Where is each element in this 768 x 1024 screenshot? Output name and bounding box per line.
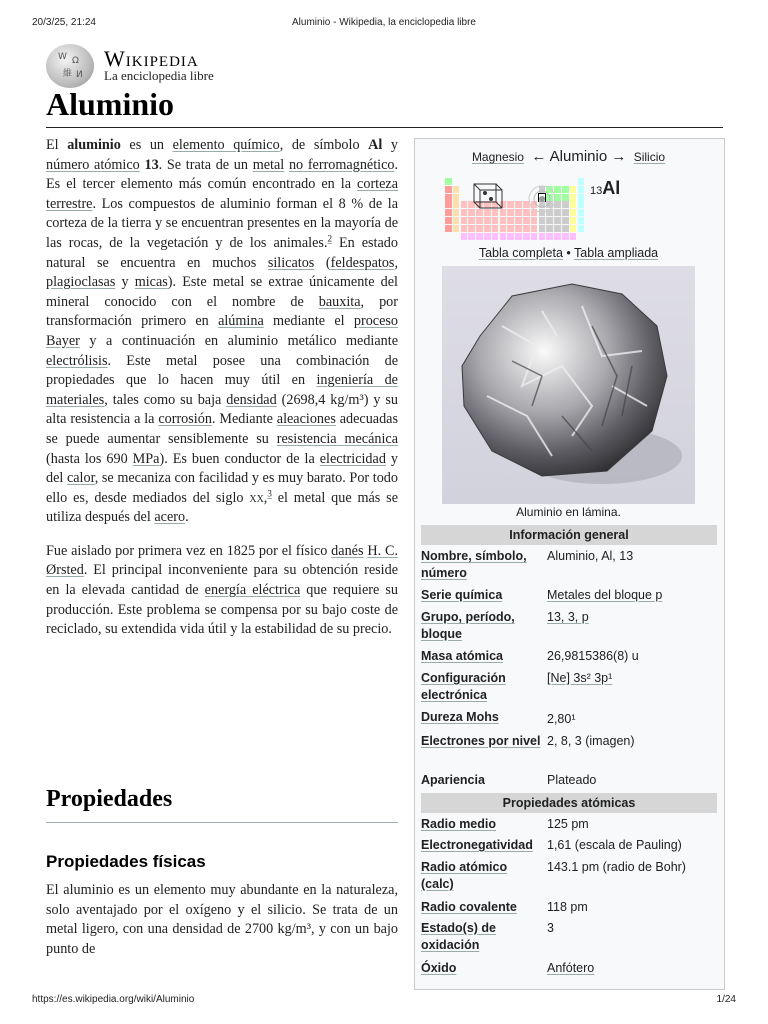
periodic-table-cell [578,178,585,185]
page-title: Aluminio [46,86,175,122]
periodic-table-cell [468,233,475,240]
periodic-table-cell [578,194,585,201]
periodic-table-cell [531,225,538,232]
table-links: Tabla completa • Tabla ampliada [478,246,659,260]
periodic-table-cell [578,186,585,193]
periodic-table-cell [453,225,460,232]
periodic-table-cell [484,233,491,240]
periodic-table-cell [531,233,538,240]
periodic-table-cell [453,201,460,208]
infobox-section-general: Información general [421,525,717,545]
wikipedia-globe-logo[interactable]: W Ω 維 И [46,44,94,88]
periodic-table-cell [492,217,499,224]
periodic-table-cell [546,217,553,224]
periodic-table-cell [492,233,499,240]
periodic-table-cell [500,225,507,232]
periodic-table-cell [578,225,585,232]
periodic-table-cell [476,225,483,232]
periodic-table-cell [515,201,522,208]
periodic-table-cell [445,194,452,201]
periodic-table-cell [507,209,514,216]
infobox-section-atomic: Propiedades atómicas [421,793,717,813]
periodic-table-cell [562,194,569,201]
periodic-table-cell [445,225,452,232]
print-datetime: 20/3/25, 21:24 [32,17,96,28]
periodic-table-cell [570,233,577,240]
periodic-table-cell [539,217,546,224]
periodic-table-cell [562,186,569,193]
periodic-table-cell [570,217,577,224]
periodic-table-cell [507,201,514,208]
wikipedia-wordmark[interactable]: Wikipedia [104,46,199,71]
paragraph-3: El aluminio es un elemento muy abundante en la naturaleza, solo aventajado por el oxígeno y el silicio. Se trata de un metal ligero, con una densidad de 2700 kg/m³, y con un bajo punto de [46,882,398,957]
periodic-table-cell [570,186,577,193]
periodic-table-cell [461,217,468,224]
periodic-table-cell [539,225,546,232]
periodic-table-cell [484,217,491,224]
periodic-table-cell [570,201,577,208]
periodic-table-cell [468,225,475,232]
periodic-table-cell [507,233,514,240]
periodic-table-cell [578,217,585,224]
periodic-table-cell [445,217,452,224]
periodic-table-cell [554,233,561,240]
periodic-table-cell [523,233,530,240]
periodic-table-cell [461,201,468,208]
periodic-table-cell [546,233,553,240]
element-navigation [414,148,723,165]
periodic-table-cell [515,225,522,232]
periodic-table-cell [570,225,577,232]
element-symbol-label: 13Al [590,178,621,198]
periodic-table-cell [578,201,585,208]
periodic-table-cell [445,201,452,208]
periodic-table-cell [476,217,483,224]
periodic-table-cell [539,233,546,240]
periodic-table-cell [461,209,468,216]
periodic-table-cell [562,201,569,208]
periodic-table-cell [453,186,460,193]
periodic-table-cell [554,217,561,224]
aluminium-foil-photo[interactable] [442,266,695,504]
periodic-table-cell [562,217,569,224]
electron-shell-icon [522,182,562,216]
periodic-table-cell [578,209,585,216]
periodic-table-cell [562,233,569,240]
nav-current: ← Aluminio → [531,148,627,165]
periodic-table-cell [515,209,522,216]
periodic-table-cell [453,217,460,224]
periodic-table-cell [507,217,514,224]
periodic-table-cell [515,233,522,240]
periodic-table-cell [445,186,452,193]
title-underline [46,127,723,128]
wikipedia-tagline: La enciclopedia libre [104,68,214,83]
periodic-table-cell [500,233,507,240]
section-heading-propiedades: Propiedades [46,786,173,812]
periodic-table-cell [484,225,491,232]
periodic-table-cell [570,194,577,201]
periodic-table-cell [570,209,577,216]
nav-next-link[interactable]: Silicio [633,150,666,164]
periodic-table-cell [468,217,475,224]
print-url[interactable]: https://es.wikipedia.org/wiki/Aluminio [32,994,195,1005]
periodic-table-cell [453,194,460,201]
periodic-table-cell [492,225,499,232]
periodic-table-cell [515,217,522,224]
table-extended-link[interactable]: Tabla ampliada [574,246,659,260]
table-full-link[interactable]: Tabla completa [478,246,563,260]
periodic-table-cell [507,225,514,232]
periodic-table-cell [445,178,452,185]
periodic-table-cell [461,225,468,232]
section-underline [46,822,398,823]
periodic-table-cell [461,233,468,240]
periodic-table-cell [562,209,569,216]
periodic-table-cell [453,209,460,216]
lead-paragraph: El aluminio es un elemento químico, de símbolo Al y número atómico 13. Se trata de un metal no ferromagnético. Es el tercer elemento más común encontrado en la corteza terrestre. Los compuestos de aluminio forman el 8 % de la corteza de la tierra y se encuentran presentes en la mayoría de las rocas, de la vegetación y de los animales.$^2$ En estado natural se encuentra en muchos silicatos (feldespatos, plagioclasas y micas). Este metal se extrae únicamente del mineral conocido con el nombre de bauxita, por transformación primero en alúmina mediante el proceso Bayer y a continuación en aluminio metálico mediante electrólisis. Este metal posee una combinación de propiedades que lo hacen muy útil en ingeniería de materiales, tales como su baja densidad (2698,4 kg/m³) y su alta resistencia a la corrosión. Mediante aleaciones adecuadas se puede aumentar sensiblemente su resistencia mecánica (hasta los 690 MPa). Es buen conductor de la electricidad y del calor, se mecaniza con facilidad y es muy barato. Por todo ello es, desde mediados del siglo xx,$^3$ el metal que más se utiliza después del acero. [46,137,399,526]
nav-prev-link[interactable]: Magnesio [471,150,524,164]
periodic-table-cell [523,225,530,232]
crystal-structure-icon [468,180,508,214]
periodic-table-cell [476,233,483,240]
paragraph-2: Fue aislado por primera vez en 1825 por el físico danés H. C. Ørsted. El principal inconveniente para su obtención reside en la elevada cantidad de energía eléctrica que requiere su producción. Este problema se compensa por su bajo coste de reciclado, su extendida vida útil y la estabilidad de su precio. [46,542,399,638]
periodic-table-cell [523,217,530,224]
periodic-table-cell [500,217,507,224]
image-caption: Aluminio en lámina. [516,505,621,519]
print-page-number: 1/24 [716,994,736,1005]
periodic-table-cell [554,225,561,232]
print-doc-title: Aluminio - Wikipedia, la enciclopedia libre [292,17,476,28]
subsection-heading-fisicas: Propiedades físicas [46,852,206,871]
periodic-table-cell [531,217,538,224]
periodic-table-cell [546,225,553,232]
periodic-table-cell [562,225,569,232]
periodic-table-cell [445,209,452,216]
article-body [46,136,398,654]
